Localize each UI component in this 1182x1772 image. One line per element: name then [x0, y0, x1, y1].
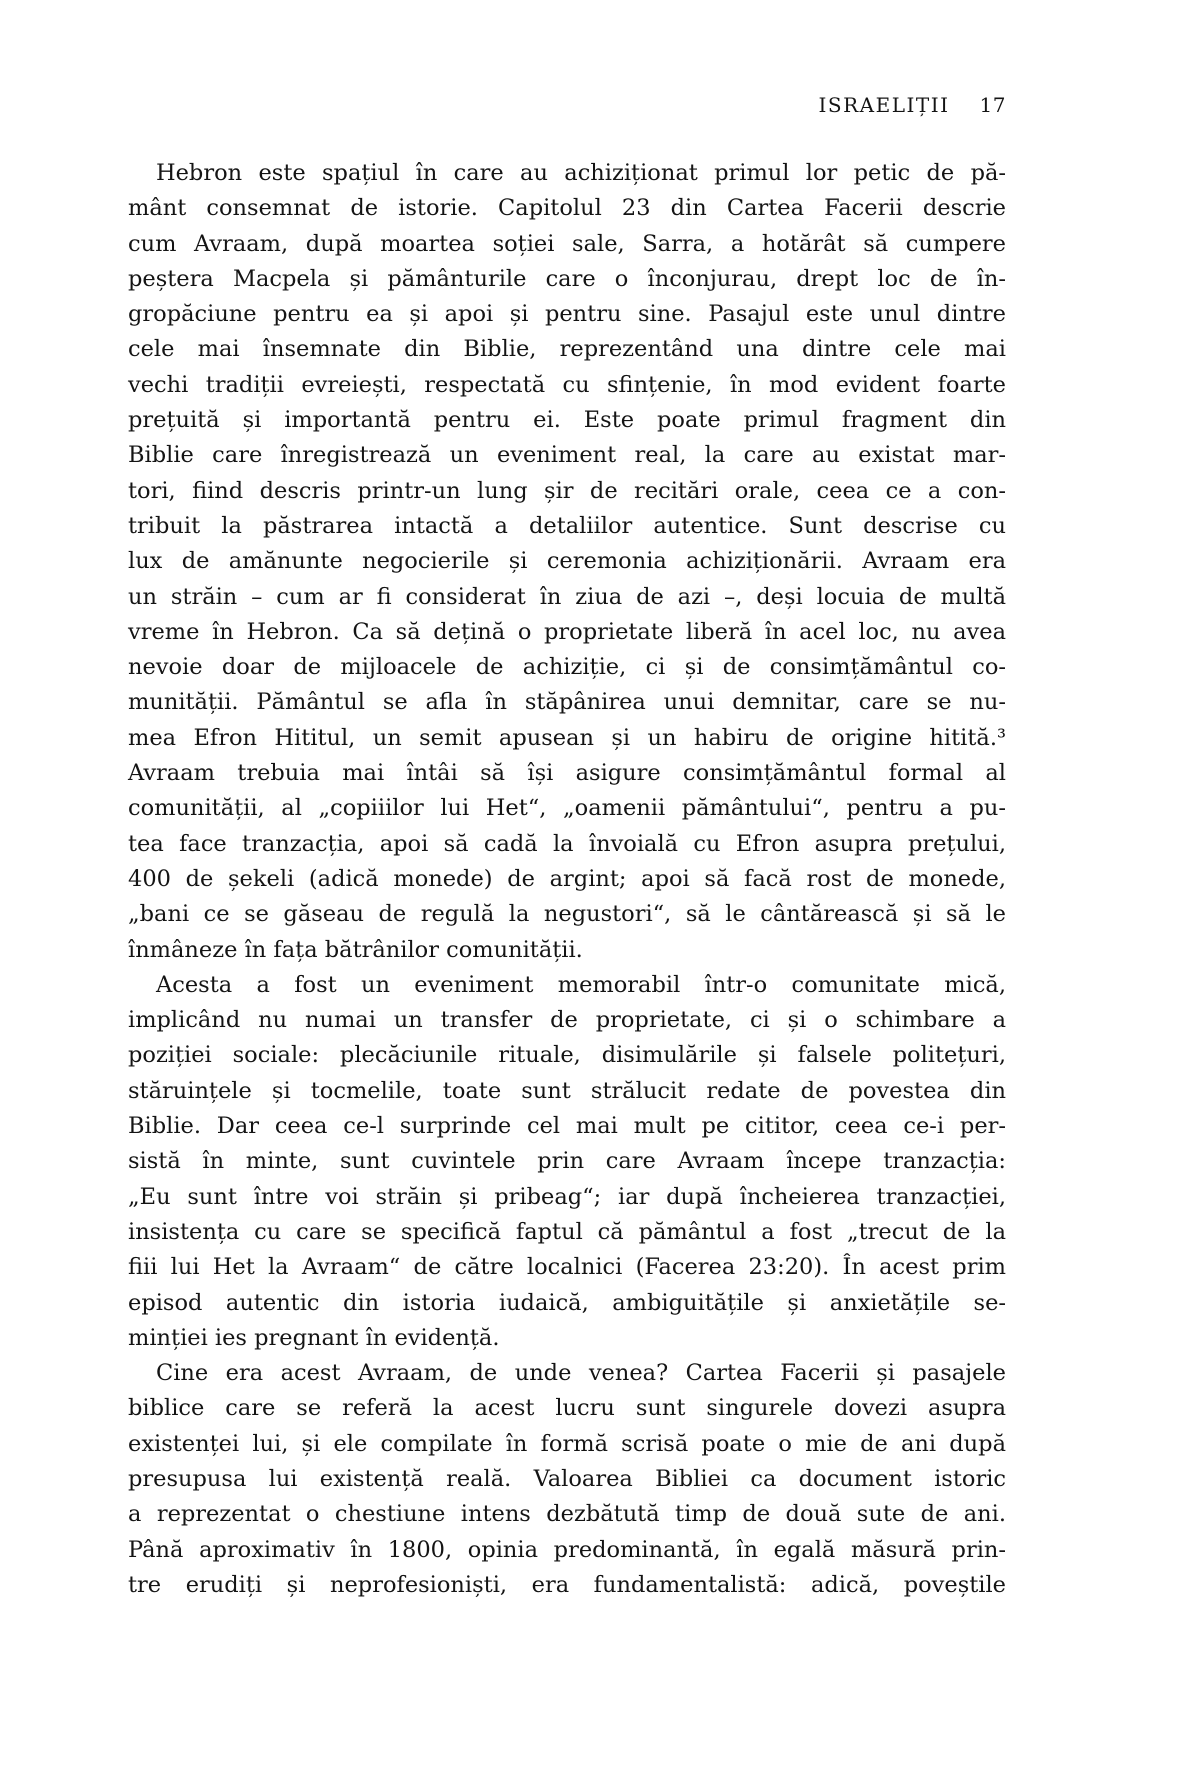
text-line: prețuită și importantă pentru ei. Este poate primul fragment din — [128, 407, 1006, 434]
text-line: presupusa lui existență reală. Valoarea Bibliei ca document istoric — [128, 1465, 1006, 1492]
text-line: existenței lui, și ele compilate în formă scrisă poate o mie de ani după — [128, 1430, 1006, 1457]
text-line: „bani ce se găseau de regulă la negustori“, să le cântărească și să le — [128, 901, 1006, 928]
text-line: tea face tranzacția, apoi să cadă la învoială cu Efron asupra prețului, — [128, 830, 1006, 857]
text-line: a reprezentat o chestiune intens dezbătută timp de două sute de ani. — [128, 1501, 1006, 1528]
text-line: Acesta a fost un eveniment memorabil într-o comunitate mică, — [156, 971, 1006, 998]
text-line: nevoie doar de mijloacele de achiziție, ci și de consimțământul co- — [128, 654, 1006, 681]
text-line: lux de amănunte negocierile și ceremonia achiziționării. Avraam era — [128, 548, 1006, 575]
page-header — [128, 92, 1006, 118]
text-line: tribuit la păstrarea intactă a detaliilor autentice. Sunt descrise cu — [128, 512, 1006, 539]
text-line: cum Avraam, după moartea soției sale, Sarra, a hotărât să cumpere — [128, 230, 1006, 257]
text-line: un străin – cum ar fi considerat în ziua de azi –, deși locuia de multă — [128, 583, 1006, 610]
text-line: vechi tradiții evreiești, respectată cu sfințenie, în mod evident foarte — [128, 371, 1006, 398]
text-line: minției ies pregnant în evidență. — [128, 1324, 500, 1351]
text-line: implicând nu numai un transfer de proprietate, ci și o schimbare a — [128, 1007, 1006, 1034]
paragraph — [128, 156, 1006, 968]
text-line: vreme în Hebron. Ca să dețină o proprietate liberă în acel loc, nu avea — [128, 618, 1006, 645]
text-column — [128, 0, 1006, 1603]
running-head-title: ISRAELIȚII — [818, 93, 950, 117]
page-number: 17 — [979, 93, 1006, 117]
text-line: gropăciune pentru ea și apoi și pentru sine. Pasajul este unul dintre — [128, 301, 1006, 328]
body-text — [128, 156, 1006, 1603]
text-line: Cine era acest Avraam, de unde venea? Cartea Facerii și pasajele — [156, 1360, 1006, 1387]
text-line: mânt consemnat de istorie. Capitolul 23 din Cartea Facerii descrie — [128, 195, 1006, 222]
text-line: înmâneze în fața bătrânilor comunității. — [128, 936, 583, 963]
text-line: Biblie. Dar ceea ce-l surprinde cel mai mult pe cititor, ceea ce-i per- — [128, 1113, 1006, 1140]
text-line: tori, fiind descris printr-un lung șir de recitări orale, ceea ce a con- — [128, 477, 1006, 504]
text-line: biblice care se referă la acest lucru sunt singurele dovezi asupra — [128, 1395, 1006, 1422]
text-line: episod autentic din istoria iudaică, ambiguitățile și anxietățile se- — [128, 1289, 1006, 1316]
text-line: 400 de șekeli (adică monede) de argint; apoi să facă rost de monede, — [128, 865, 1006, 892]
text-line: tre erudiți și neprofesioniști, era fundamentalistă: adică, poveștile — [128, 1571, 1006, 1598]
text-line: „Eu sunt între voi străin și pribeag“; iar după încheierea tranzacției, — [128, 1183, 1006, 1210]
text-line: peștera Macpela și pământurile care o înconjurau, drept loc de în- — [128, 265, 1006, 292]
text-line: Hebron este spațiul în care au achiziționat primul lor petic de pă- — [156, 160, 1006, 186]
text-line: sistă în minte, sunt cuvintele prin care Avraam începe tranzacția: — [128, 1148, 1006, 1175]
text-line: comunității, al „copiiilor lui Het“, „oamenii pământului“, pentru a pu- — [128, 795, 1006, 822]
text-line: munității. Pământul se afla în stăpânirea unui demnitar, care se nu- — [128, 689, 1006, 716]
text-line: fiii lui Het la Avraam“ de către localnici (Facerea 23:20). În acest prim — [128, 1254, 1006, 1281]
paragraph — [128, 968, 1006, 1356]
text-line: Avraam trebuia mai întâi să își asigure consimțământul formal al — [128, 760, 1006, 787]
text-line: Până aproximativ în 1800, opinia predominantă, în egală măsură prin- — [128, 1536, 1006, 1563]
text-line: stăruințele și tocmelile, toate sunt strălucit redate de povestea din — [128, 1077, 1006, 1104]
text-line: insistența cu care se specifică faptul că pământul a fost „trecut de la — [128, 1218, 1006, 1245]
text-line: poziției sociale: plecăciunile rituale, disimulările și falsele politețuri, — [128, 1042, 1006, 1069]
text-line: mea Efron Hititul, un semit apusean și un habiru de origine hitită.³ — [128, 724, 1006, 751]
paragraph — [128, 1356, 1006, 1603]
text-line: cele mai însemnate din Biblie, reprezentând una dintre cele mai — [128, 336, 1006, 363]
text-line: Biblie care înregistrează un eveniment real, la care au existat mar- — [128, 442, 1006, 469]
